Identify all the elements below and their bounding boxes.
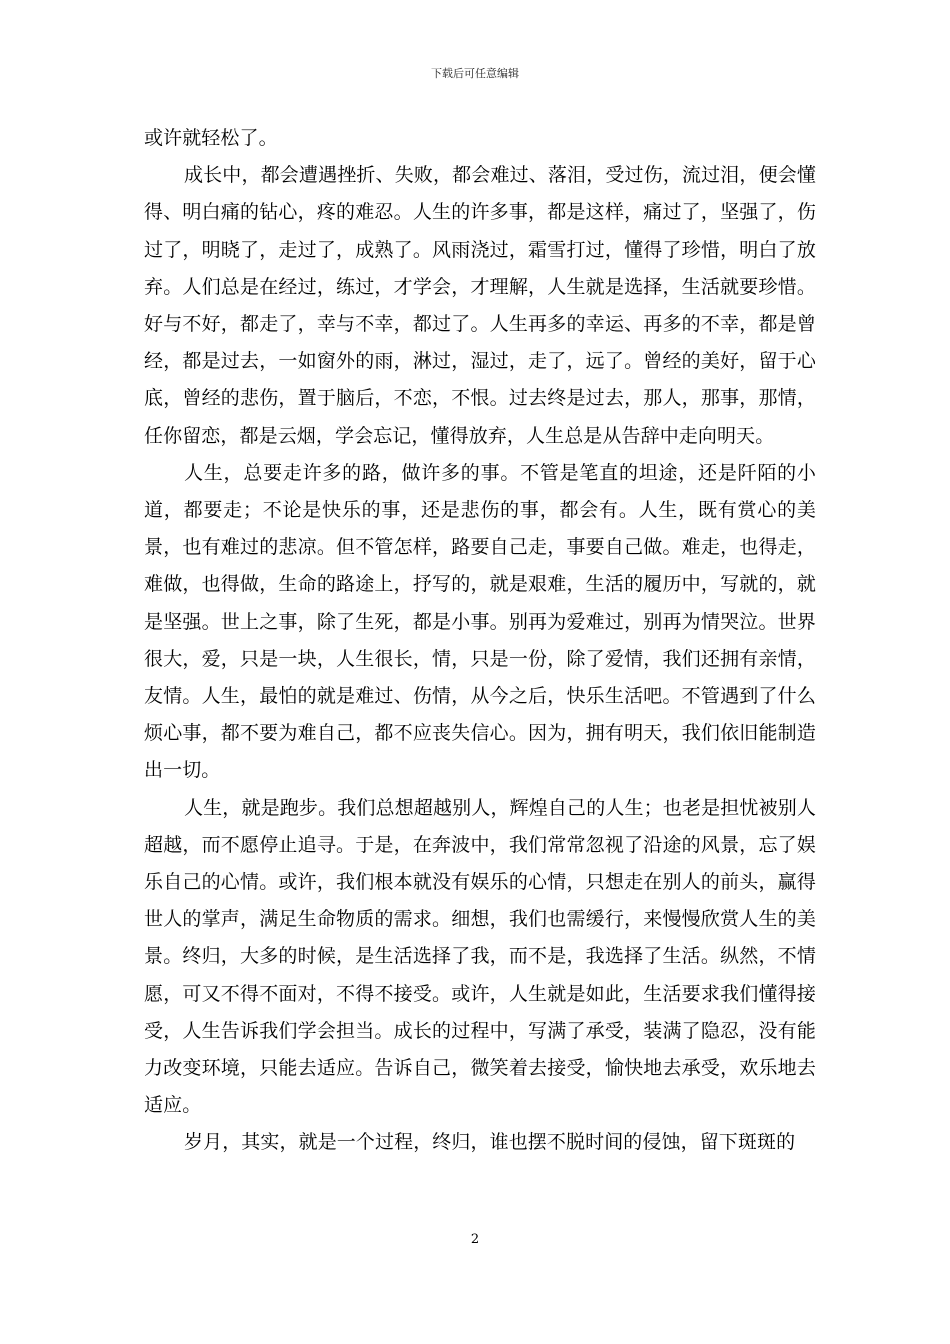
paragraph-2: 成长中，都会遭遇挫折、失败，都会难过、落泪，受过伤，流过泪，便会懂得、明白痛的钻心，疼的难忍。人生的许多事，都是这样，痛过了，坚强了，伤过了，明晓了，走过了，成熟了。风雨浇过，霜雪打过，懂得了珍惜，明白了放弃。人们总是在经过，练过，才学会，才理解，人生就是选择，生活就要珍惜。好与不好，都走了，幸与不幸，都过了。人生再多的幸运、再多的不幸，都是曾经，都是过去，一如窗外的雨，淋过，湿过，走了，远了。曾经的美好，留于心底，曾经的悲伤，置于脑后，不恋，不恨。过去终是过去，那人，那事，那情，任你留恋，都是云烟，学会忘记，懂得放弃，人生总是从告辞中走向明天。 xyxy=(144,164,816,447)
page-number: 2 xyxy=(470,1232,480,1247)
paragraph-1: 或许就轻松了。 xyxy=(144,127,278,149)
paragraph-3: 人生，总要走许多的路，做许多的事。不管是笔直的坦途，还是阡陌的小道，都要走；不论是快乐的事，还是悲伤的事，都会有。人生，既有赏心的美景，也有难过的悲凉。但不管怎样，路要自己走，事要自己做。难走，也得走，难做，也得做，生命的路途上，抒写的，就是艰难，生活的履历中，写就的，就是坚强。世上之事，除了生死，都是小事。别再为爱难过，别再为情哭泣。世界很大，爱，只是一块，人生很长，情，只是一份，除了爱情，我们还拥有亲情，友情。人生，最怕的就是难过、伤情，从今之后，快乐生活吧。不管遇到了什么烦心事，都不要为难自己，都不应丧失信心。因为，拥有明天，我们依旧能制造出一切。 xyxy=(144,461,816,782)
paragraph-5: 岁月，其实，就是一个过程，终归，谁也摆不脱时间的侵蚀，留下斑斑的 xyxy=(184,1131,796,1154)
document-body xyxy=(144,120,816,1162)
page-header: 下载后可任意编辑 xyxy=(431,67,519,80)
paragraph-4: 人生，就是跑步。我们总想超越别人，辉煌自己的人生；也老是担忧被别人超越，而不愿停止追寻。于是，在奔波中，我们常常忽视了沿途的风景，忘了娱乐自己的心情。或许，我们根本就没有娱乐的心情，只想走在别人的前头，赢得世人的掌声，满足生命物质的需求。细想，我们也需缓行，来慢慢欣赏人生的美景。终归，大多的时候，是生活选择了我，而不是，我选择了生活。纵然，不情愿，可又不得不面对，不得不接受。或许，人生就是如此，生活要求我们懂得接受，人生告诉我们学会担当。成长的过程中，写满了承受，装满了隐忍，没有能力改变环境，只能去适应。告诉自己，微笑着去接受，愉快地去承受，欢乐地去适应。 xyxy=(144,796,816,1117)
